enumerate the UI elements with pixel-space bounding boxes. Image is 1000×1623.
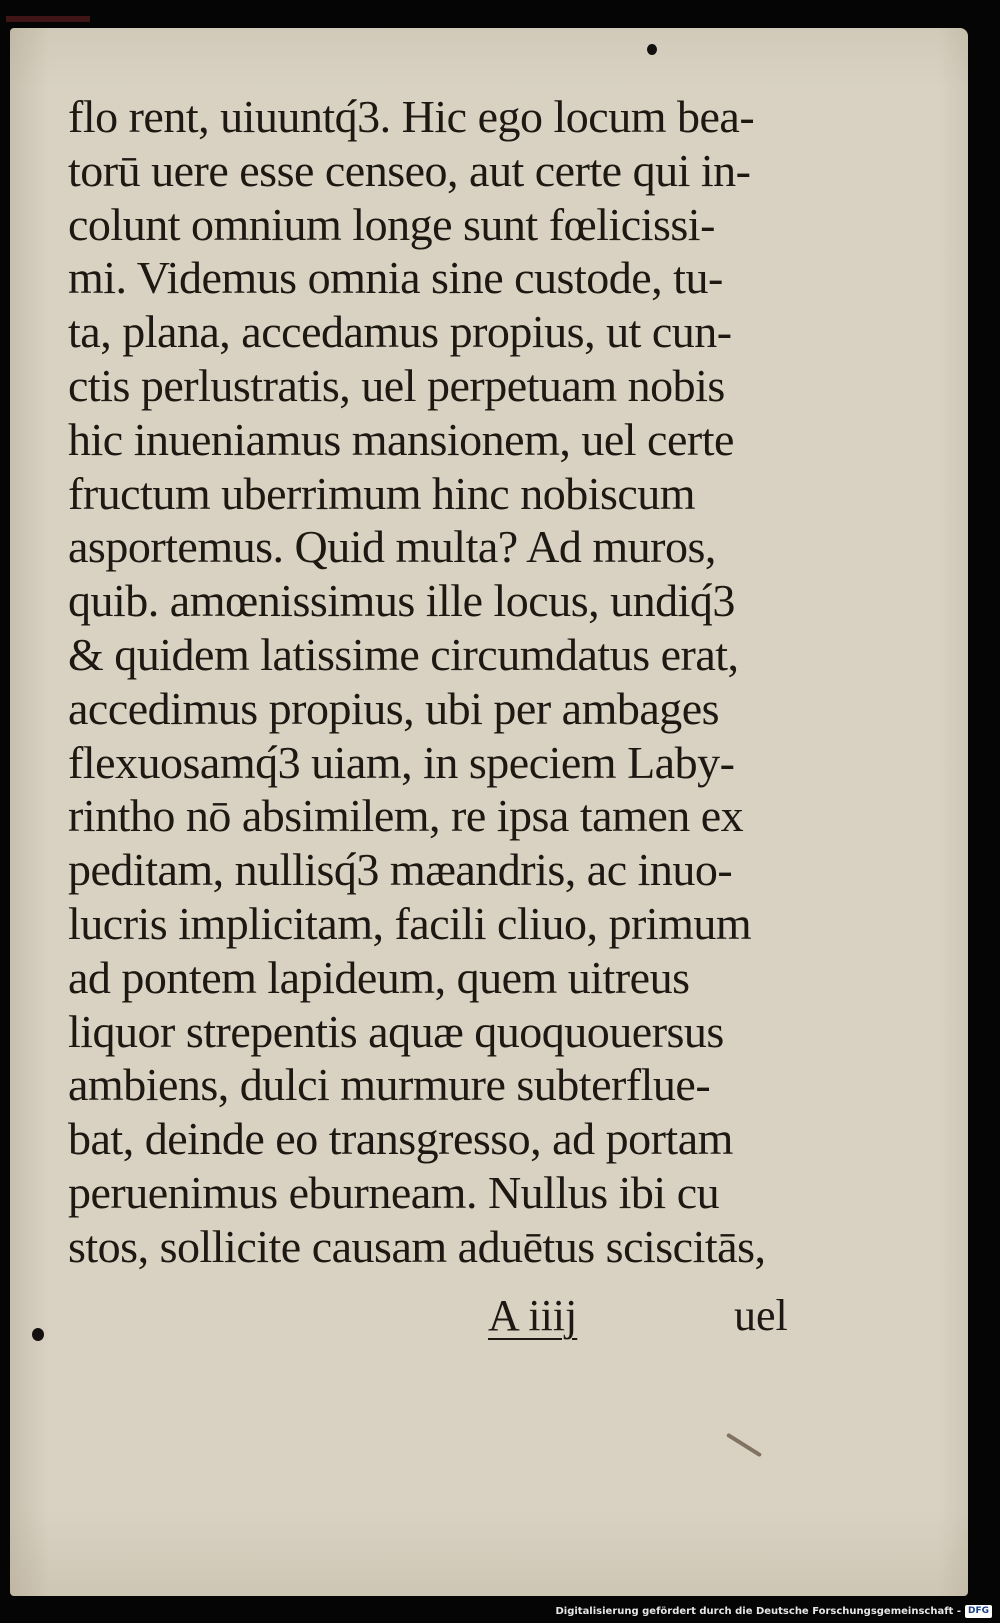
- edge-mark: [6, 16, 90, 22]
- digitization-credit: [555, 1605, 992, 1618]
- text-line: peruenimus eburneam. Nullus ibi cu: [68, 1166, 720, 1218]
- text-line: asportemus. Quid multa? Ad muros,: [68, 521, 716, 573]
- page-footer: [10, 1290, 968, 1344]
- ink-dot: [647, 44, 657, 55]
- text-line: bat, deinde eo transgresso, ad portam: [68, 1113, 733, 1165]
- ink-dot: [32, 1328, 44, 1341]
- text-line: ta, plana, accedamus propius, ut cun-: [68, 306, 732, 358]
- text-line: & quidem latissime circumdatus erat,: [68, 628, 739, 680]
- text-line: liquor strepentis aquæ quoquouersus: [68, 1005, 724, 1057]
- paper-crease: [726, 1433, 762, 1458]
- book-page: [10, 28, 968, 1596]
- dfg-logo-icon: DFG: [965, 1605, 992, 1618]
- text-line: rintho nō absimilem, re ipsa tamen ex: [68, 790, 744, 842]
- text-line: ambiens, dulci murmure subterflue-: [68, 1059, 711, 1111]
- credit-text: Digitalisierung gefördert durch die Deutsche Forschungsgemeinschaft -: [555, 1606, 961, 1617]
- text-line: flo rent, uiuuntq́3. Hic ego locum bea-: [68, 91, 755, 142]
- text-line: mi. Videmus omnia sine custode, tu-: [68, 252, 723, 304]
- text-line: flexuosamq́3 uiam, in speciem Laby-: [68, 736, 735, 788]
- text-line: stos, sollicite causam aduētus sciscitās,: [68, 1220, 766, 1272]
- text-line: quib. amœnissimus ille locus, undiq́3: [68, 575, 735, 627]
- text-line: accedimus propius, ubi per ambages: [68, 682, 720, 734]
- text-line: ctis perlustratis, uel perpetuam nobis: [68, 359, 725, 411]
- text-line: lucris implicitam, facili cliuo, primum: [68, 897, 752, 949]
- text-line: colunt omnium longe sunt fœlicissi-: [68, 198, 715, 250]
- text-line: fructum uberrimum hinc nobiscum: [68, 467, 696, 519]
- text-block: [68, 90, 808, 1274]
- text-line: ad pontem lapideum, quem uitreus: [68, 951, 690, 1003]
- signature-mark: A iiij: [488, 1291, 578, 1340]
- text-line: peditam, nullisq́3 mæandris, ac inuo-: [68, 844, 733, 896]
- catchword: uel: [734, 1291, 788, 1340]
- text-line: torū uere esse censeo, aut certe qui in-: [68, 144, 751, 196]
- text-line: hic inueniamus mansionem, uel certe: [68, 413, 734, 465]
